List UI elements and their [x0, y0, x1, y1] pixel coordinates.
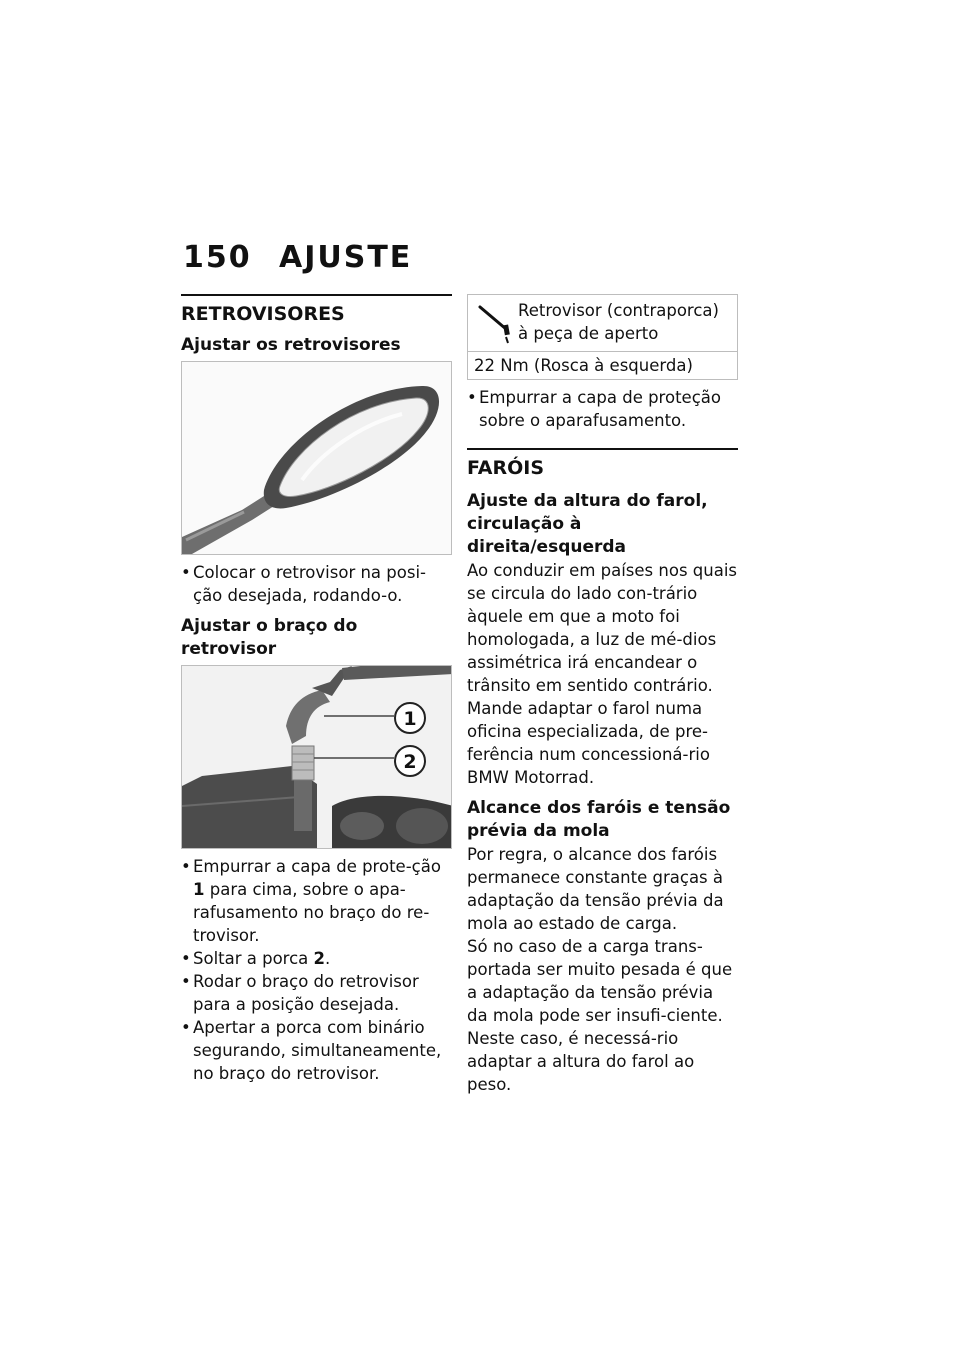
subheading-ajuste-altura: Ajuste da altura do farol, circulação à direita/esquerda: [467, 491, 708, 557]
torque-value: 22 Nm (Rosca à esquerda): [474, 356, 693, 375]
subheading-ajustar-retrovisores: Ajustar os retrovisores: [181, 335, 401, 355]
paragraph: Mande adaptar o farol numa oficina especializada, de pre-ferência num concessioná-rio BMW Motorrad.: [467, 699, 710, 787]
section-title-retrovisores: RETROVISORES: [181, 303, 345, 325]
list-item: [181, 947, 452, 970]
list-item: • Apertar a porca com binário segurando, simultaneamente, no braço do retrovisor.: [181, 1016, 452, 1085]
page-number: 150: [183, 240, 252, 275]
section-rule: [467, 448, 738, 450]
cap-instructions: [467, 386, 738, 432]
subheading-ajustar-braco: Ajustar o braço do retrovisor: [181, 616, 358, 659]
mirror-arm-illustration: [181, 665, 452, 849]
right-column: [467, 294, 738, 1096]
section-rule: [181, 294, 452, 296]
bullet-text: para cima, sobre o apa-rafusamento no braço do re-trovisor.: [193, 880, 430, 945]
bullet-text: Empurrar a capa de prote-ção: [193, 857, 441, 876]
reference-1: 1: [193, 880, 205, 899]
mirror-drawing: [182, 362, 452, 554]
paragraph: Ao conduzir em países nos quais se circula do lado con-trário àquele em que a moto foi homologada, a luz de mé-dios assimétrica irá encandear o trânsito em sentido contrário.: [467, 561, 738, 695]
torque-wrench-icon: [468, 295, 518, 351]
arm-instructions: [181, 855, 452, 1085]
subheading-alcance: Alcance dos faróis e tensão prévia da mola: [467, 798, 731, 841]
list-item: [181, 855, 452, 947]
reference-2: 2: [313, 949, 326, 968]
mirror-arm-drawing: [182, 666, 452, 848]
mirror-illustration: [181, 361, 452, 555]
list-item: • Empurrar a capa de proteção sobre o aparafusamento.: [467, 386, 738, 432]
bullet-text: .: [325, 949, 331, 968]
bullet-text: Soltar a porca: [193, 949, 314, 968]
paragraph: Por regra, o alcance dos faróis permanece constante graças à adaptação da tensão prévia da mola ao estado de carga.: [467, 845, 724, 933]
list-item: • Colocar o retrovisor na posi-ção desejada, rodando-o.: [181, 561, 452, 607]
page-header: [183, 240, 412, 275]
callout-2: 2: [403, 751, 417, 773]
torque-spec-box: [467, 294, 738, 380]
torque-label: Retrovisor (contraporca) à peça de aperto: [518, 301, 719, 343]
section-title-farois: FARÓIS: [467, 457, 545, 479]
paragraph: Só no caso de a carga trans-portada ser muito pesada é que a adaptação da tensão prévia da mola pode ser insufi-ciente. Neste caso, é necessá-rio adaptar a altura do farol ao peso.: [467, 937, 733, 1094]
list-item: • Rodar o braço do retrovisor para a posição desejada.: [181, 970, 452, 1016]
left-column: [181, 294, 452, 1085]
callout-1: 1: [403, 708, 417, 730]
chapter-title: AJUSTE: [279, 240, 413, 275]
mirror-instructions: [181, 561, 452, 607]
